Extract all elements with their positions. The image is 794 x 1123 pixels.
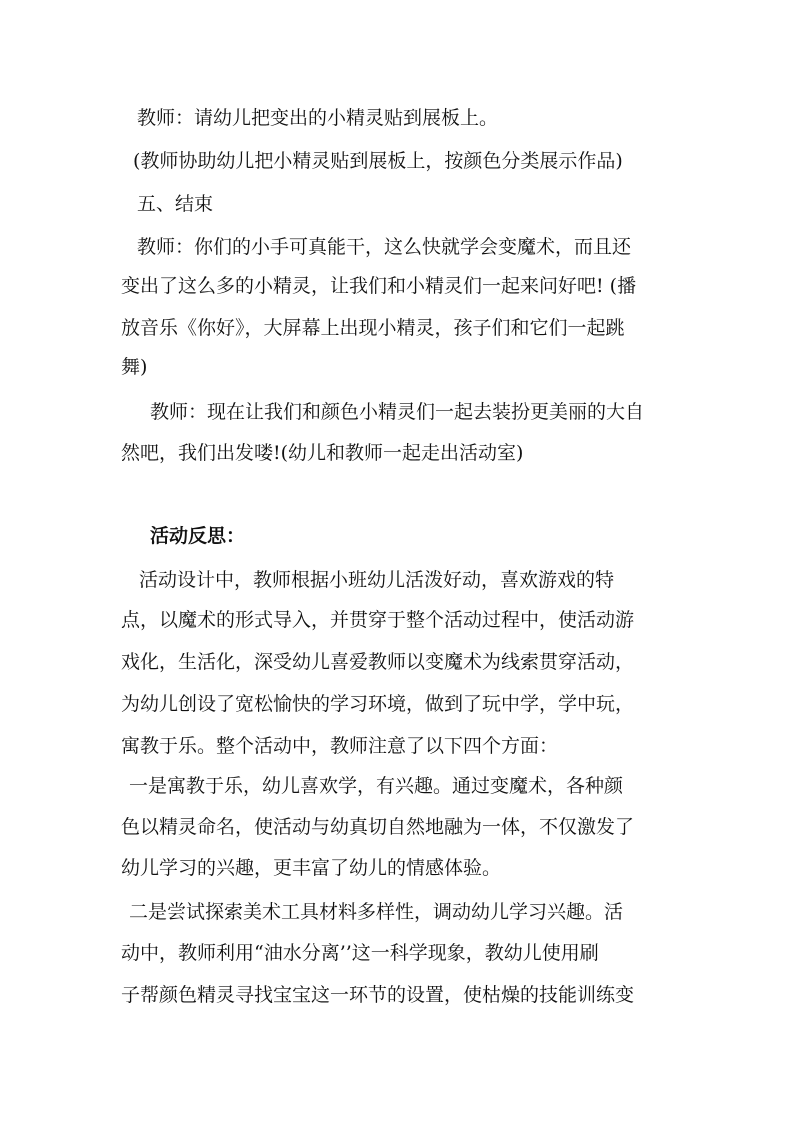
text-line: 教师：请幼儿把变出的小精灵贴到展板上。	[137, 107, 499, 129]
text-line: 二是尝试探索美术工具材料多样性，调动幼儿学习兴趣。活	[129, 901, 624, 923]
text-line: 戏化，生活化，深受幼儿喜爱教师以变魔术为线索贯穿活动，	[121, 651, 635, 673]
text-line: 色以精灵命名，使活动与幼真切自然地融为一体，不仅激发了	[121, 816, 635, 838]
reflection-heading: 活动反思：	[150, 525, 246, 547]
text-line: 教师：现在让我们和颜色小精灵们一起去装扮更美丽的大自	[150, 401, 645, 423]
text-line: (教师协助幼儿把小精灵贴到展板上，按颜色分类展示作品)	[133, 150, 623, 172]
text-line: 放音乐《你好》，大屏幕上出现小精灵，孩子们和它们一起跳	[121, 317, 625, 339]
text-line: 舞)	[121, 356, 148, 378]
text-line: 然吧，我们出发喽!(幼儿和教师一起走出活动室)	[121, 442, 524, 464]
text-line: 为幼儿创设了宽松愉快的学习环境，做到了玩中学，学中玩，	[121, 693, 635, 715]
text-line: 寓教于乐。整个活动中，教师注意了以下四个方面：	[121, 735, 559, 757]
text-line: 活动设计中，教师根据小班幼儿活泼好动，喜欢游戏的特	[139, 569, 615, 591]
section-heading: 五、结束	[137, 193, 214, 215]
text-line: 幼儿学习的兴趣，更丰富了幼儿的情感体验。	[121, 857, 502, 879]
text-line: 一是寓教于乐，幼儿喜欢学，有兴趣。通过变魔术，各种颜	[129, 775, 624, 797]
text-line: 变出了这么多的小精灵，让我们和小精灵们一起来问好吧! (播	[121, 275, 637, 297]
text-line: 教师：你们的小手可真能干，这么快就学会变魔术，而且还	[137, 236, 632, 258]
text-line: 动中，教师利用“油水分离’’这一科学现象，教幼儿使用刷	[121, 942, 599, 964]
text-line: 子帮颜色精灵寻找宝宝这一环节的设置，使枯燥的技能训练变	[121, 984, 635, 1006]
text-line: 点，以魔术的形式导入，并贯穿于整个活动过程中，使活动游	[121, 609, 635, 631]
